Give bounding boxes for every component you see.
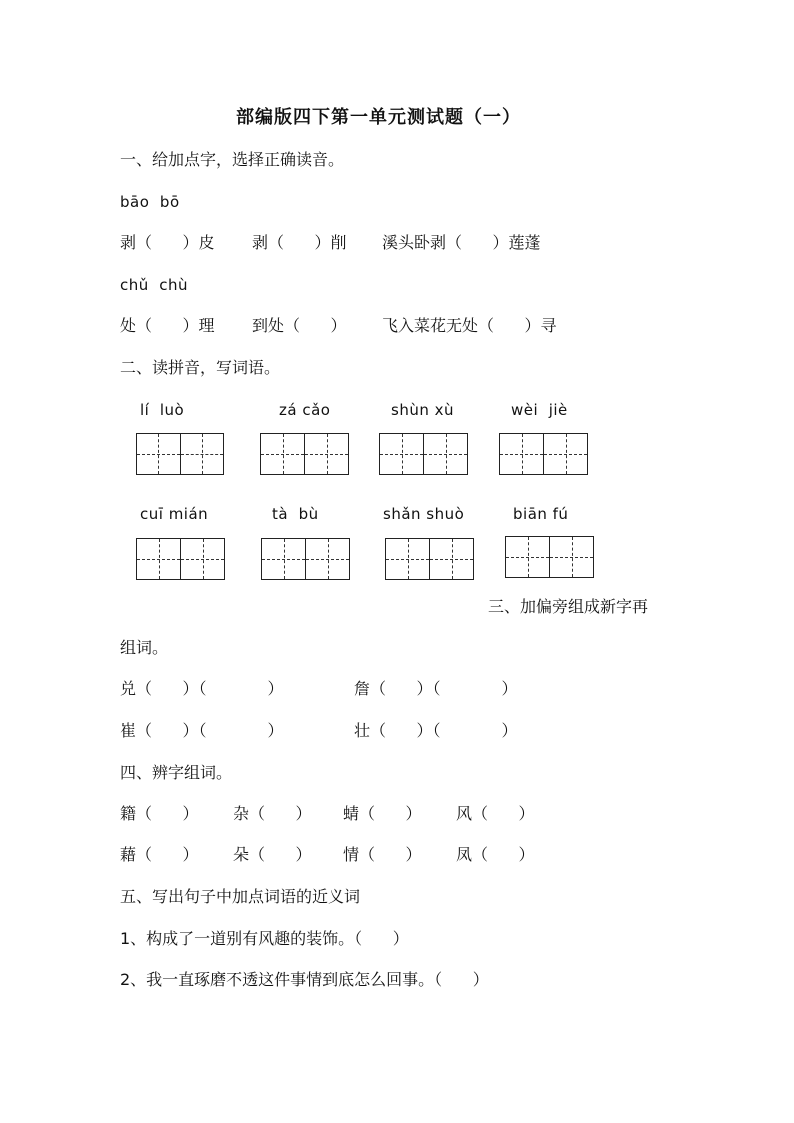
writing-grid[interactable] bbox=[385, 538, 474, 580]
writing-grid[interactable] bbox=[136, 538, 225, 580]
section4-item: 藉（ ） bbox=[120, 845, 199, 864]
writing-grid[interactable] bbox=[136, 433, 224, 475]
section3-item: 崔（ ）（ ） bbox=[120, 721, 284, 740]
section2-heading: 二、读拼音，写词语。 bbox=[120, 358, 281, 377]
section4-item: 籍（ ） bbox=[120, 804, 199, 823]
writing-grid[interactable] bbox=[379, 433, 468, 475]
pinyin-label: wèi jiè bbox=[511, 401, 568, 419]
section1-item: 飞入菜花无处（ ）寻 bbox=[382, 316, 557, 335]
section1-pinyin-2: chǔ chù bbox=[120, 276, 189, 294]
section5-heading: 五、写出句子中加点词语的近义词 bbox=[120, 887, 361, 906]
section3-item: 兑（ ）（ ） bbox=[120, 679, 284, 698]
section3-heading: 三、加偏旁组成新字再 bbox=[488, 597, 649, 616]
section4-item: 杂（ ） bbox=[233, 804, 312, 823]
section1-item: 溪头卧剥（ ）莲蓬 bbox=[382, 233, 541, 252]
section4-item: 蜻（ ） bbox=[343, 804, 422, 823]
writing-grid[interactable] bbox=[261, 538, 350, 580]
pinyin-label: biān fú bbox=[513, 505, 569, 523]
section1-item: 处（ ）理 bbox=[120, 316, 215, 335]
page-title: 部编版四下第一单元测试题（一） bbox=[236, 107, 521, 128]
section4-item: 凤（ ） bbox=[456, 845, 535, 864]
pinyin-label: lí luò bbox=[140, 401, 185, 419]
section3-item: 詹（ ）（ ） bbox=[354, 679, 518, 698]
section4-item: 风（ ） bbox=[456, 804, 535, 823]
pinyin-label: tà bù bbox=[272, 505, 319, 523]
section4-heading: 四、辨字组词。 bbox=[120, 763, 233, 782]
section4-item: 朵（ ） bbox=[233, 845, 312, 864]
writing-grid[interactable] bbox=[505, 536, 594, 578]
section1-pinyin-1: bāo bō bbox=[120, 193, 180, 211]
section1-item: 剥（ ）削 bbox=[252, 233, 347, 252]
section3-item: 壮（ ）（ ） bbox=[354, 721, 518, 740]
section4-item: 情（ ） bbox=[343, 845, 422, 864]
pinyin-label: shùn xù bbox=[391, 401, 454, 419]
section1-heading: 一、给加点字，选择正确读音。 bbox=[120, 150, 345, 169]
section3-heading-cont: 组词。 bbox=[120, 638, 169, 657]
pinyin-label: shǎn shuò bbox=[383, 505, 465, 523]
section5-item: 1、构成了一道别有风趣的装饰。（ ） bbox=[120, 929, 409, 948]
pinyin-label: zá cǎo bbox=[279, 401, 331, 419]
writing-grid[interactable] bbox=[499, 433, 588, 475]
section1-item: 剥（ ）皮 bbox=[120, 233, 215, 252]
pinyin-label: cuī mián bbox=[140, 505, 209, 523]
section5-item: 2、我一直琢磨不透这件事情到底怎么回事。（ ） bbox=[120, 970, 489, 989]
section1-item: 到处（ ） bbox=[252, 316, 347, 335]
writing-grid[interactable] bbox=[260, 433, 349, 475]
